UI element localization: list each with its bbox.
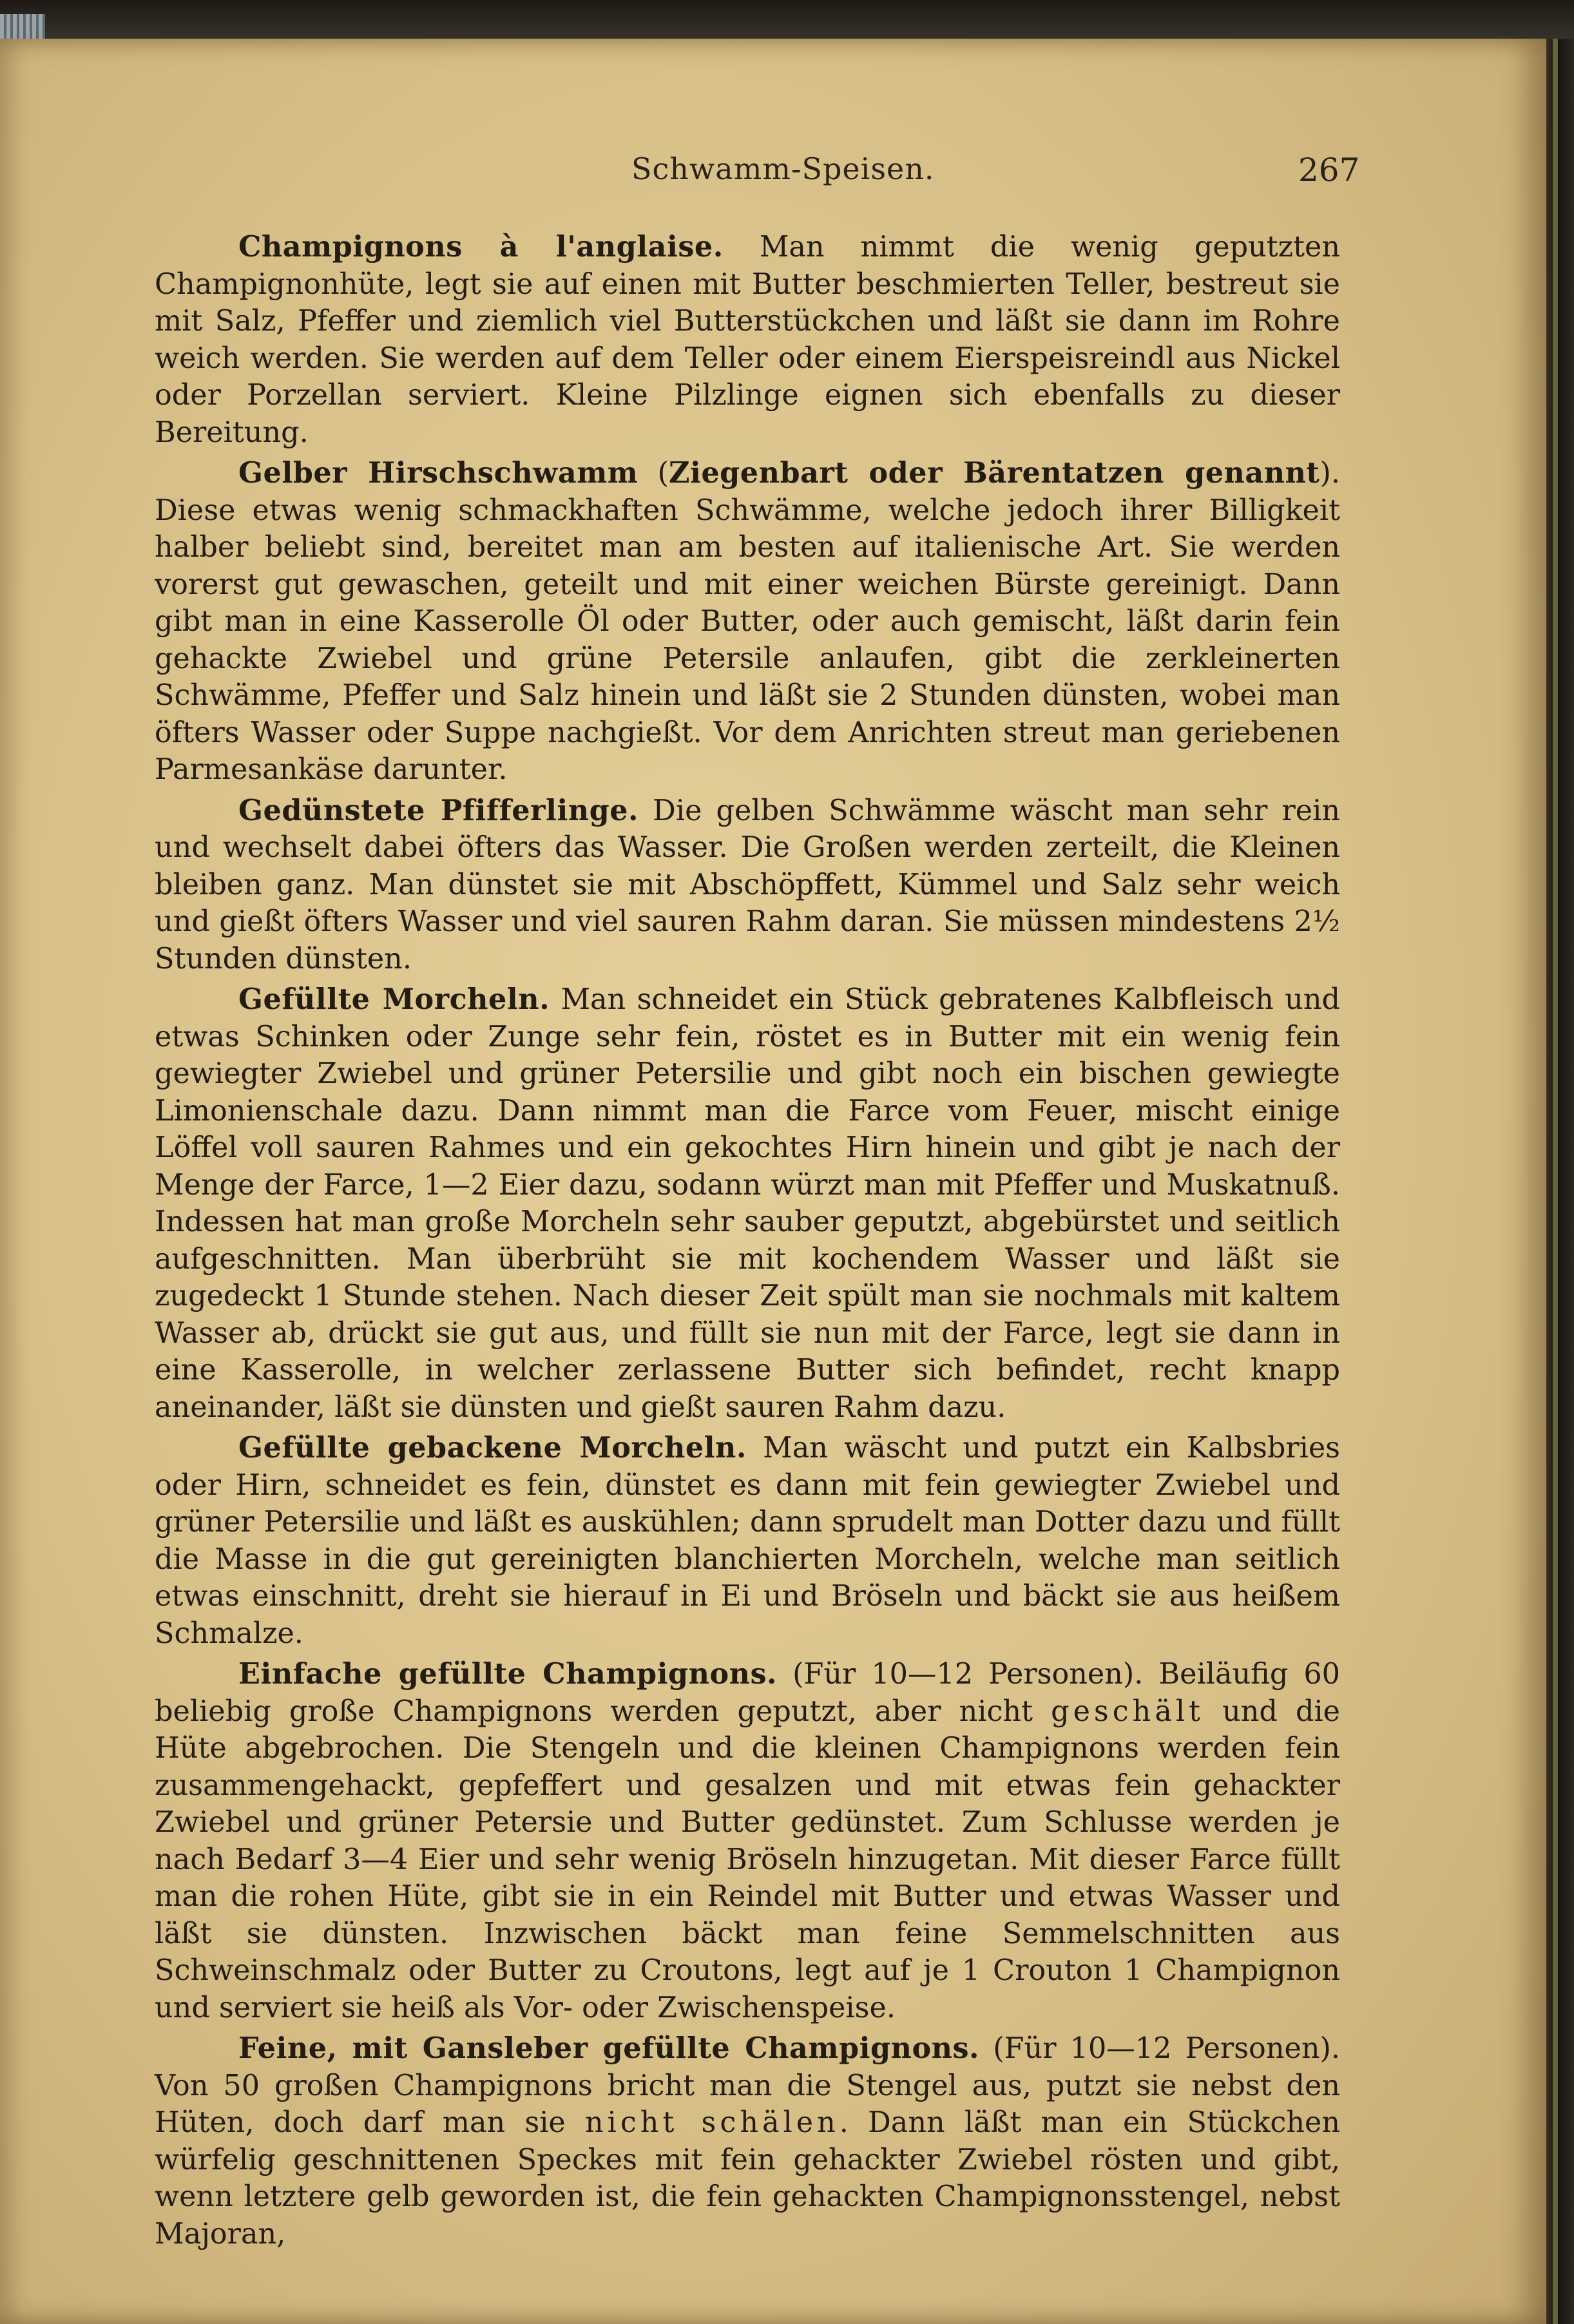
recipe-gebackene-morcheln [155,1430,1340,1652]
page-header [0,151,1546,209]
recipe-text: . Dann läßt man ein Stückchen würfelig geschnittenen Speckes mit fein gehackter Zwiebel rösten und gibt, wenn letztere gelb geworden ist, die fein gehackten Champignonsstengel, nebst Majoran, [155,2106,1340,2251]
recipe-pfifferlinge [155,792,1340,978]
recipe-text: und die Hüte abgebrochen. Die Stengeln und die kleinen Champignons werden fein zusammengehackt, gepfeffert und gesalzen und mit etwas fein gehackter Zwiebel und grüner Petersie und Butter gedünstet. Zum Schlusse werden je nach Bedarf 3—4 Eier und sehr wenig Bröseln hinzugetan. Mit dieser Farce füllt man die rohen Hüte, gibt sie in ein Reindel mit Butter und etwas Wasser und läßt sie dünsten. Inzwischen bäckt man feine Semmelschnitten aus Schweinschmalz oder Butter zu Croutons, legt auf je 1 Crouton 1 Champignon und serviert sie heiß als Vor- oder Zwischenspeise. [155,1695,1341,2024]
page-number: 267 [1298,151,1360,189]
recipe-subtitle: Ziegenbart oder Bärentatzen genannt [668,456,1320,490]
recipe-text: Man schneidet ein Stück gebratenes Kalbfleisch und etwas Schinken oder Zunge sehr fein, röstet es in Butter mit ein wenig fein gewiegter Zwiebel und grüner Petersilie und gibt noch ein bischen gewiegte Limonienschale dazu. Dann nimmt man die Farce vom Feuer, mischt einige Löffel voll sauren Rahmes und ein gekochtes Hirn hinein und gibt je nach der Menge der Farce, 1—2 Eier dazu, sodann würzt man mit Pfeffer und Muskatnuß. Indessen hat man große Morcheln sehr sauber geputzt, abgebürstet und seitlich aufgeschnitten. Man überbrüht sie mit kochendem Wasser und läßt sie zugedeckt 1 Stunde stehen. Nach dieser Zeit spült man sie nochmals mit kaltem Wasser ab, drückt sie gut aus, und füllt sie nun mit der Farce, legt sie dann in eine Kasserolle, in welcher zerlassene Butter sich befindet, recht knapp aneinander, läßt sie dünsten und gießt sauren Rahm dazu. [155,983,1340,1424]
page-body [155,229,1340,2252]
running-head: Schwamm-Speisen. [631,151,935,186]
recipe-champignons-anglaise [155,229,1340,451]
recipe-title: Feine, mit Gansleber gefüllte Champignons. [238,2031,980,2065]
recipe-title: Einfache gefüllte Champignons. [238,1657,778,1691]
recipe-title: Gelber Hirschschwamm [238,456,638,490]
recipe-title: Gefüllte gebackene Morcheln. [238,1431,747,1465]
recipe-text: Diese etwas wenig schmackhaften Schwämme, welche jedoch ihrer Billigkeit halber beliebt sind, bereitet man am besten auf italienische Art. Sie werden vorerst gut gewaschen, geteilt und mit einer weichen Bürste gereinigt. Dann gibt man in eine Kasserolle Öl oder Butter, oder auch gemischt, läßt darin fein gehackte Zwiebel und grüne Petersile anlaufen, gibt die zerkleinerten Schwämme, Pfeffer und Salz hinein und läßt sie 2 Stunden dünsten, wobei man öfters Wasser oder Suppe nachgießt. Vor dem Anrichten streut man geriebenen Parmesankäse darunter. [155,494,1340,786]
recipe-title: Gedünstete Pfifferlinge. [238,793,639,827]
recipe-title: Gefüllte Morcheln. [238,983,550,1016]
recipe-emphasis: nicht schälen [584,2106,840,2139]
recipe-hirschschwamm: Gelber Hirschschwamm (Ziegenbart oder Bärentatzen genannt). Diese etwas wenig schmackhaften Schwämme, welche jedoch ihrer Billigkeit halber beliebt sind, bereitet man am besten auf italienische Art. Sie werden vorerst gut gewaschen, geteilt und mit einer weichen Bürste gereinigt. Dann gibt man in eine Kasserolle Öl oder Butter, oder auch gemischt, läßt darin fein gehackte Zwiebel und grüne Petersile anlaufen, gibt die zerkleinerten Schwämme, Pfeffer und Salz hinein und läßt sie 2 Stunden dünsten, wobei man öfters Wasser oder Suppe nachgießt. Vor dem Anrichten streut man geriebenen Parmesankäse darunter. [155,456,1340,786]
recipe-text: Man wäscht und putzt ein Kalbsbries oder Hirn, schneidet es fein, dünstet es dann mit fein gewiegter Zwiebel und grüner Petersilie und läßt es auskühlen; dann sprudelt man Dotter dazu und füllt die Masse in die gut gereinigten blanchierten Morcheln, welche man seitlich etwas einschnitt, dreht sie hierauf in Ei und Bröseln und bäckt sie aus heißem Schmalze. [155,1432,1340,1650]
recipe-text: Man nimmt die wenig geputzten Champignonhüte, legt sie auf einen mit Butter beschmierten Teller, bestreut sie mit Salz, Pfeffer und ziemlich viel Butterstückchen und läßt sie dann im Rohre weich werden. Sie werden auf dem Teller oder einem Eierspeisreindl aus Nickel oder Porzellan serviert. Kleine Pilzlinge eignen sich ebenfalls zu dieser Bereitung. [155,231,1340,449]
book-spine-edge [1546,39,1574,2324]
recipe-text: (Für 10—12 Personen). Beiläufig 60 beliebig große Champignons werden geputzt, aber nicht [155,1658,1340,1728]
recipe-einfache-champignons [155,1656,1340,2026]
recipe-text: (Für 10—12 Personen). Von 50 großen Champignons bricht man die Stengel aus, putzt sie nebst den Hüten, doch darf man sie [155,2032,1340,2139]
recipe-text: Die gelben Schwämme wäscht man sehr rein und wechselt dabei öfters das Wasser. Die Großen werden zerteilt, die Kleinen bleiben ganz. Man dünstet sie mit Abschöpffett, Kümmel und Salz sehr weich und gießt öfters Wasser und viel sauren Rahm daran. Sie müssen mindestens 2½ Stunden dünsten. [155,794,1340,975]
recipe-emphasis: geschält [1051,1695,1204,1728]
recipe-gefuellte-morcheln [155,981,1340,1426]
book-page [0,39,1546,2324]
recipe-title: Champignons à l'anglaise. [238,230,724,264]
recipe-gansleber-champignons [155,2030,1340,2252]
